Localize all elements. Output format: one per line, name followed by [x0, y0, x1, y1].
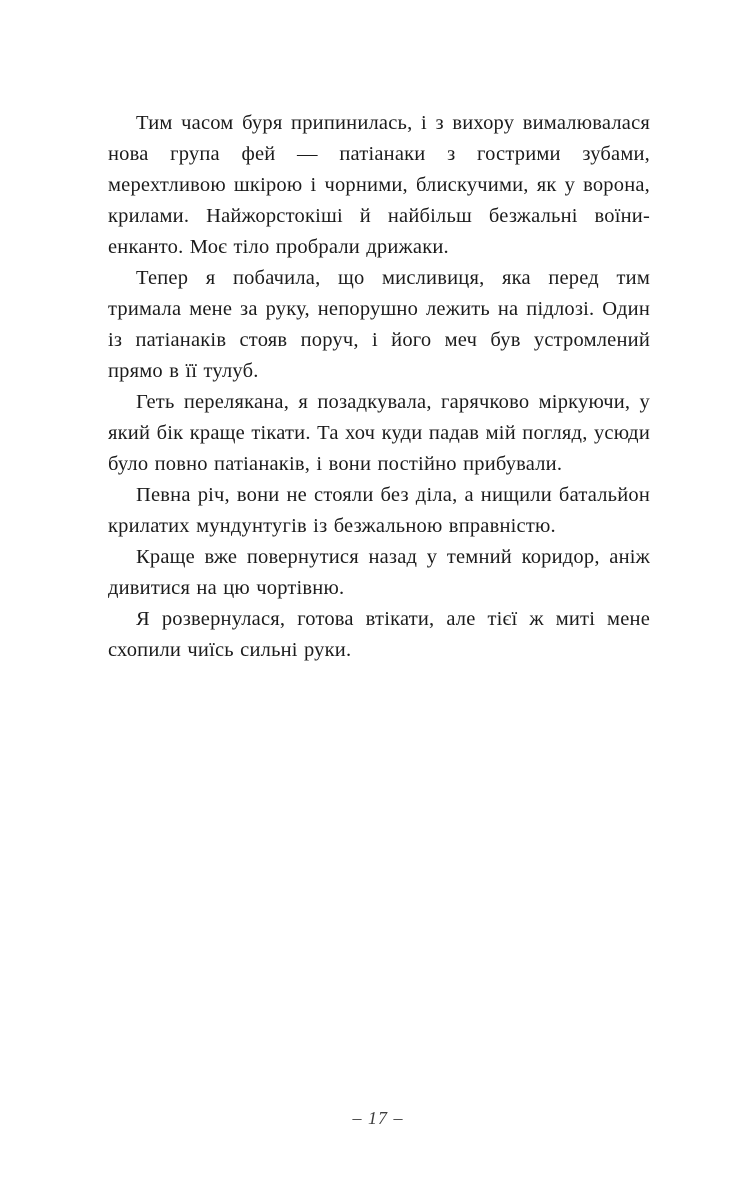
page-number: – 17 – — [352, 1108, 404, 1128]
paragraph: Певна річ, вони не стояли без діла, а нищили батальйон крилатих мундунтугів із безжальною вправністю. — [108, 484, 650, 537]
text-block — [108, 108, 650, 666]
paragraph: Тим часом буря припинилась, і з вихору вималювалася нова група фей — патіанаки з гострими зубами, мерехтливою шкірою і чорними, блискучими, як у ворона, крилами. Найжорстокіші й найбільш безжальні воїни-енканто. Моє тіло пробрали дрижаки. — [108, 112, 650, 258]
paragraph: Геть перелякана, я позадкувала, гарячково міркуючи, у який бік краще тікати. Та хоч куди падав мій погляд, усюди було повно патіанаків, і вони постійно прибували. — [108, 391, 650, 475]
paragraph: Тепер я побачила, що мисливиця, яка перед тим тримала мене за руку, непорушно лежить на підлозі. Один із патіанаків стояв поруч, і його меч був устромлений прямо в її тулуб. — [108, 267, 650, 382]
paragraph: Краще вже повернутися назад у темний коридор, аніж дивитися на цю чортівню. — [108, 546, 650, 599]
paragraph: Я розвернулася, готова втікати, але тієї ж миті мене схопили чиїсь сильні руки. — [108, 608, 650, 661]
